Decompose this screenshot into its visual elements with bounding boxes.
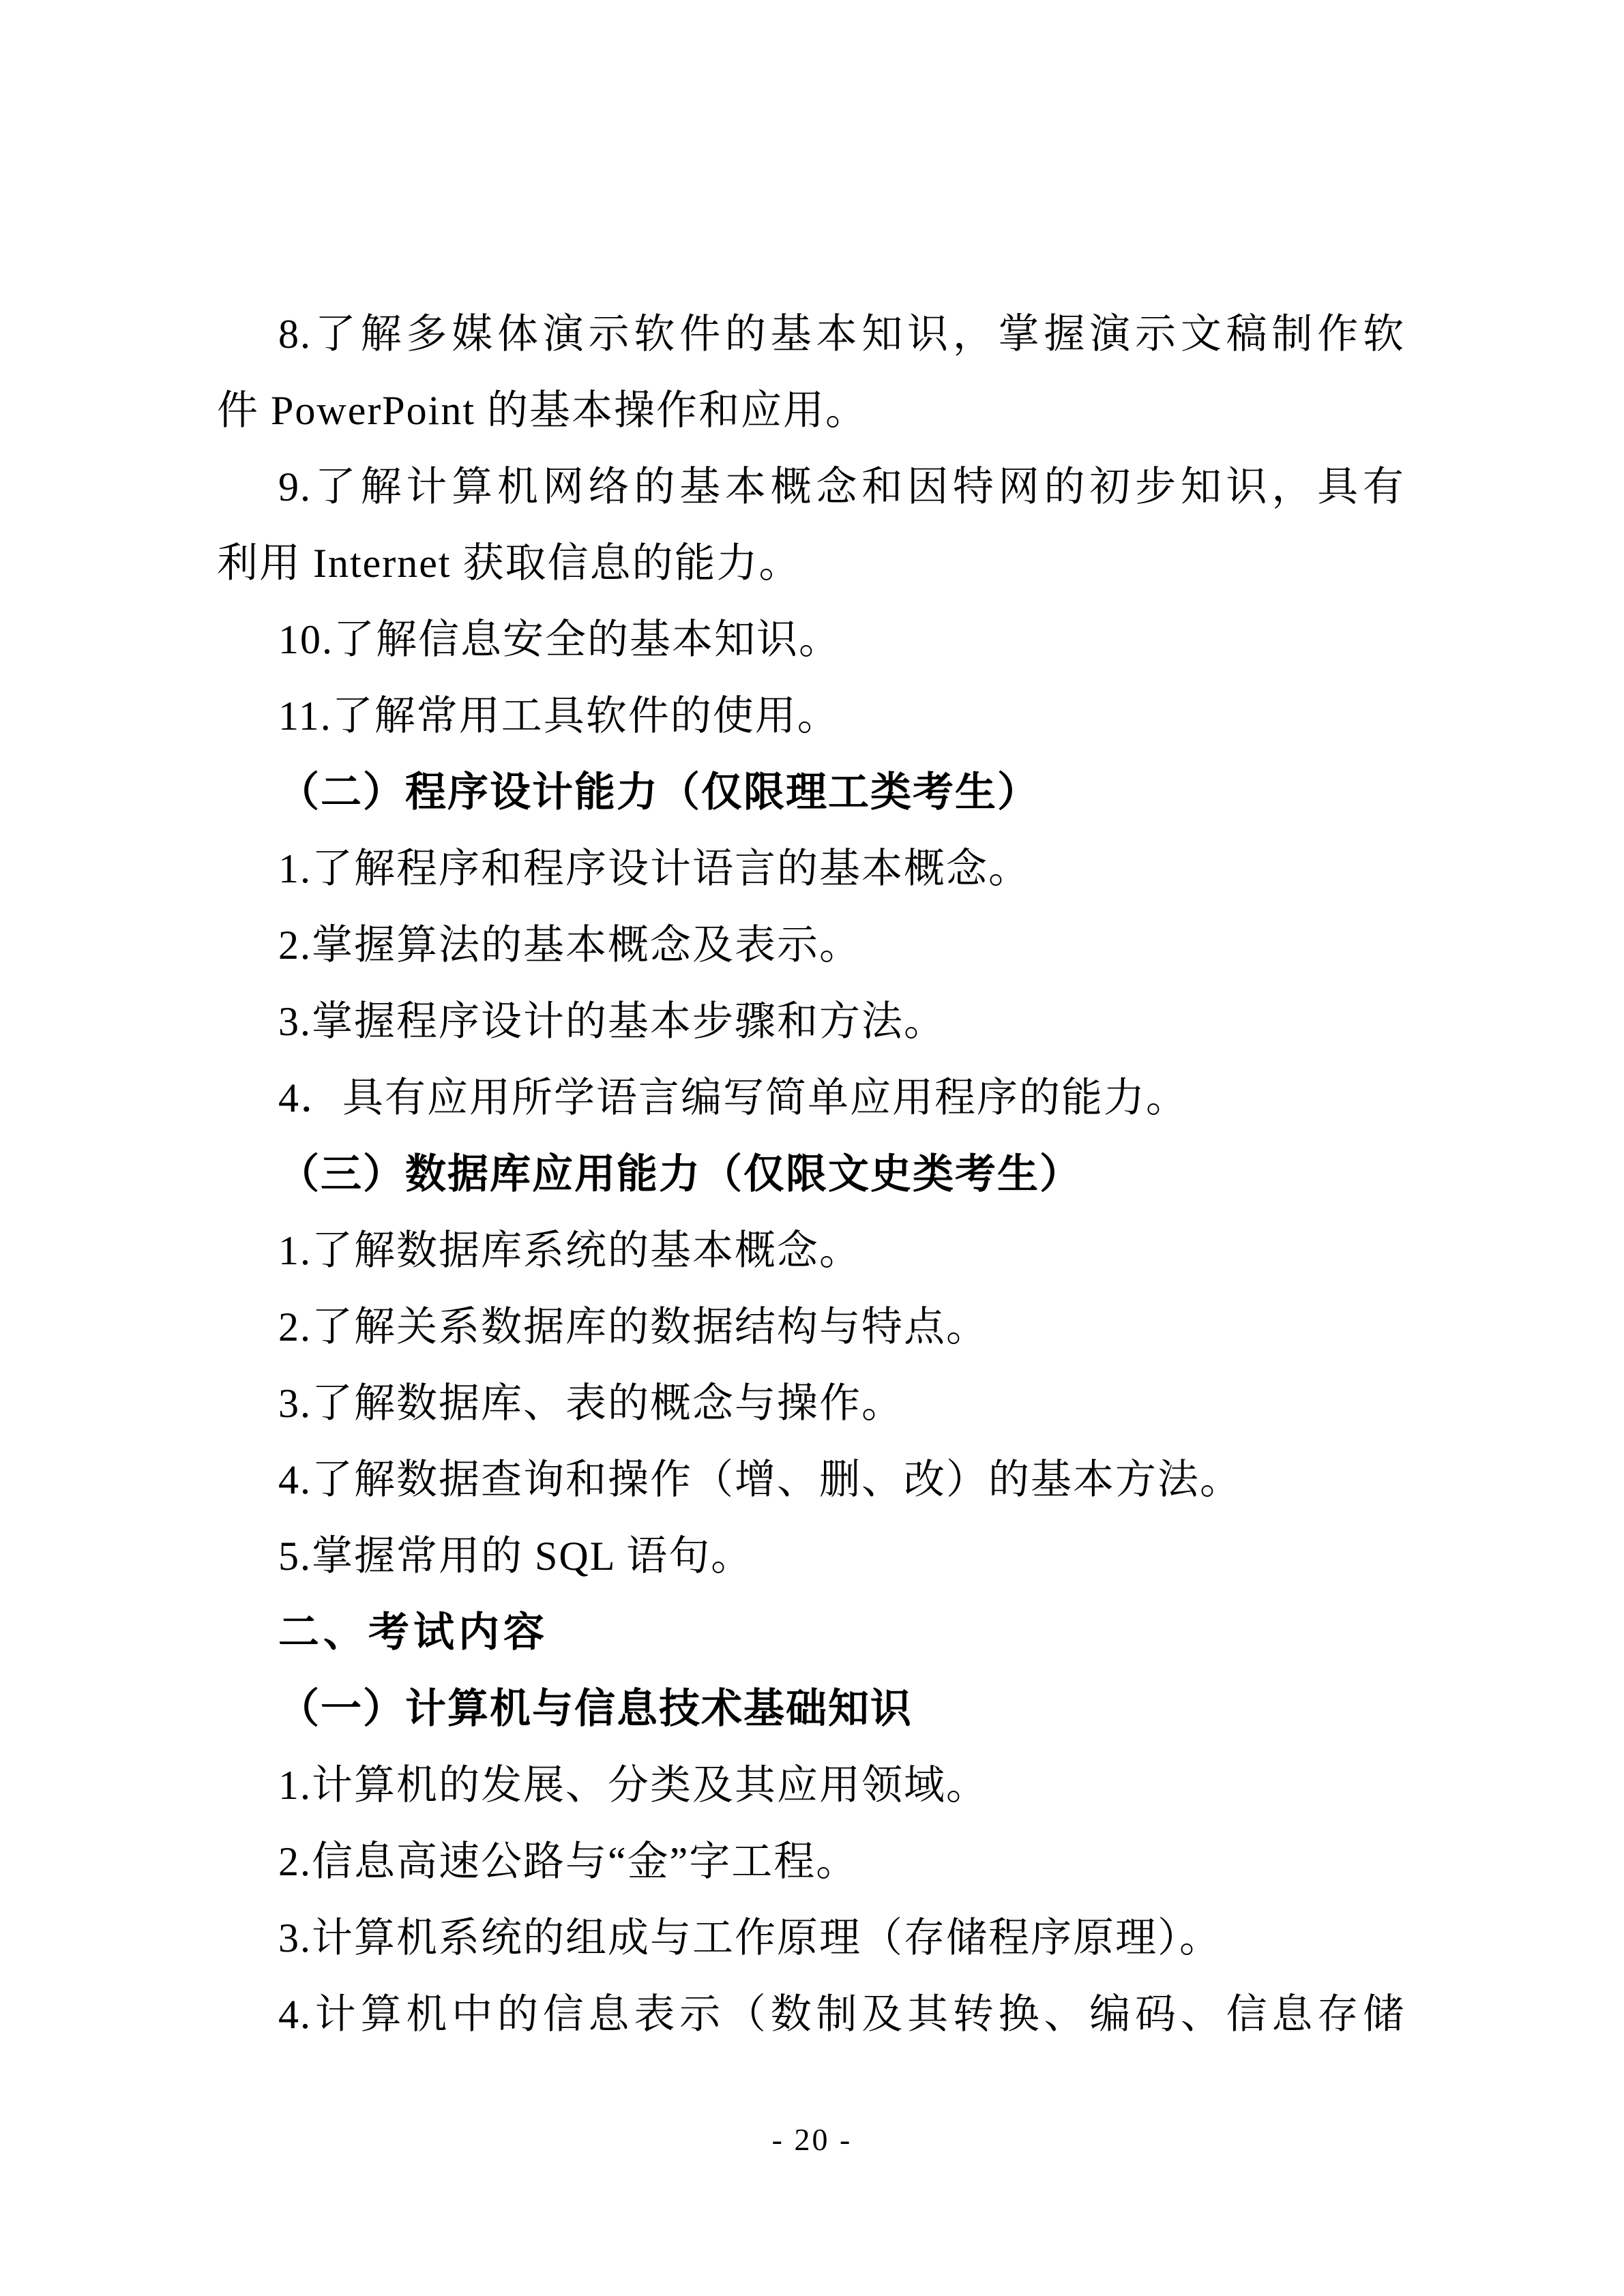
text-line: 利用 Internet 获取信息的能力。 xyxy=(217,541,801,586)
section-heading: （三）数据库应用能力（仅限文史类考生） xyxy=(278,1152,1082,1197)
text-line: 件 PowerPoint 的基本操作和应用。 xyxy=(217,388,868,433)
text-line: 2.了解关系数据库的数据结构与特点。 xyxy=(278,1304,988,1350)
text-line: 11.了解常用工具软件的使用。 xyxy=(278,694,840,739)
text-line: 9.了解计算机网络的基本概念和因特网的初步知识，具有 xyxy=(278,464,1405,509)
text-line: 3.计算机系统的组成与工作原理（存储程序原理）。 xyxy=(278,1915,1222,1960)
text-line: 4.计算机中的信息表示（数制及其转换、编码、信息存储 xyxy=(278,1992,1405,2037)
section-heading: （一）计算机与信息技术基础知识 xyxy=(278,1686,913,1731)
text-line: 8.了解多媒体演示软件的基本知识，掌握演示文稿制作软 xyxy=(278,312,1405,357)
text-line: 1.了解程序和程序设计语言的基本概念。 xyxy=(278,846,1031,891)
text-line: 5.掌握常用的 SQL 语句。 xyxy=(278,1534,754,1579)
text-line: 10.了解信息安全的基本知识。 xyxy=(278,617,841,662)
text-line: 4．具有应用所学语言编写简单应用程序的能力。 xyxy=(278,1075,1188,1120)
text-line: 4.了解数据查询和操作（增、删、改）的基本方法。 xyxy=(278,1457,1242,1502)
text-line: 2.信息高速公路与“金”字工程。 xyxy=(278,1839,859,1884)
text-line: 2.掌握算法的基本概念及表示。 xyxy=(278,923,861,968)
section-heading: （二）程序设计能力（仅限理工类考生） xyxy=(278,770,1039,815)
text-line: 1.了解数据库系统的基本概念。 xyxy=(278,1228,861,1273)
text-line: 3.掌握程序设计的基本步骤和方法。 xyxy=(278,999,946,1044)
section-heading: 二、考试内容 xyxy=(278,1609,548,1655)
document-body xyxy=(217,296,1405,2053)
page-number: - 20 - xyxy=(771,2122,853,2157)
text-line: 1.计算机的发展、分类及其应用领域。 xyxy=(278,1763,988,1808)
text-line: 3.了解数据库、表的概念与操作。 xyxy=(278,1381,904,1426)
